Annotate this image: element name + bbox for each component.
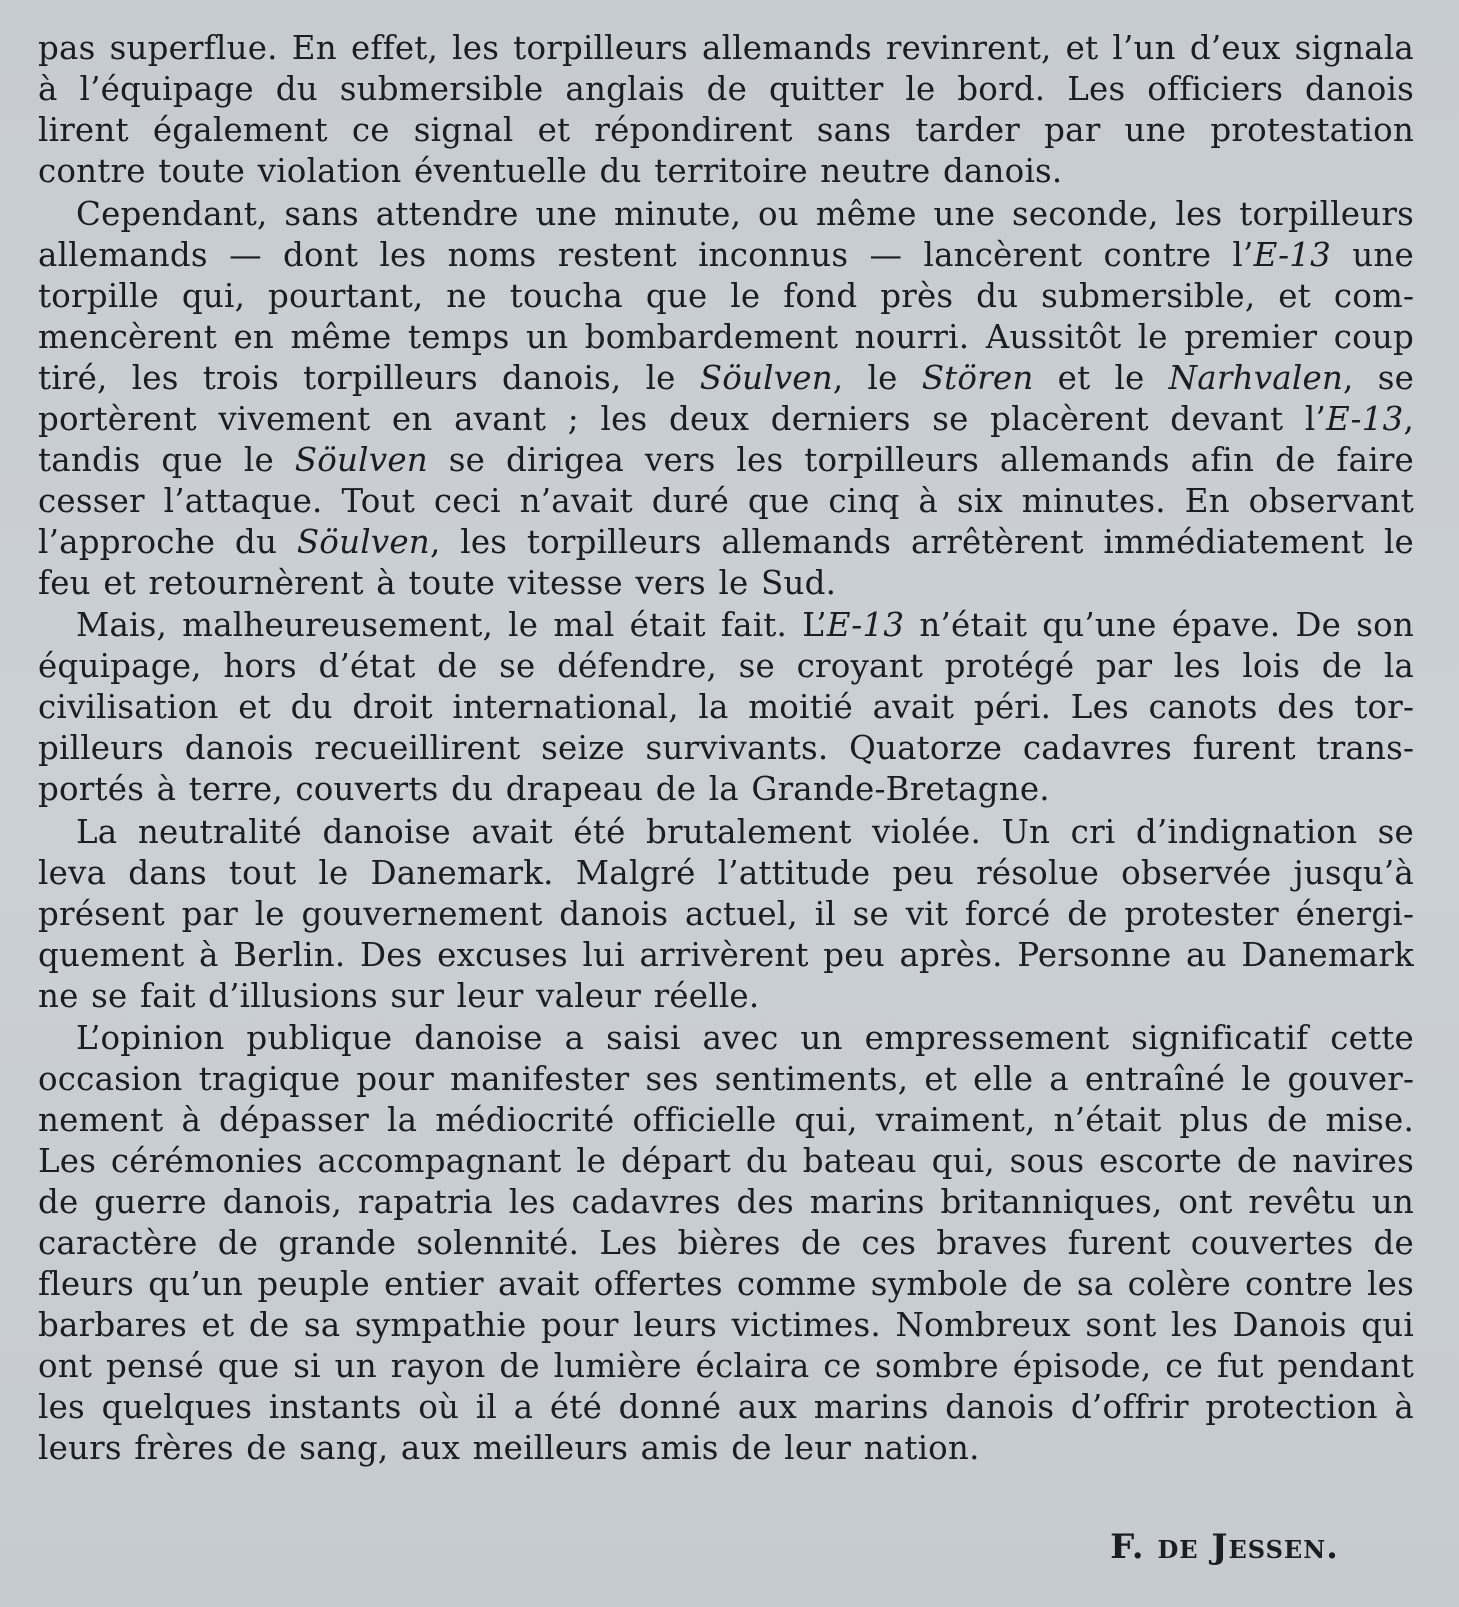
paragraph: L’opinion publique danoise a saisi avec un empressement significatif cette occasion tragique pour manifester ses sentiments, et elle a entraîné le gouvernement à dépasser la médiocrité officielle qui, vraiment, n’était plus de mise. Les cérémonies accompagnant le départ du bateau qui, sous escorte de navires de guerre danois, rapatria les cadavres des marins britanniques, ont revêtu un caractère de grande solennité. Les bières de ces braves furent couvertes de fleurs qu’un peuple entier avait offertes comme symbole de sa colère contre les barbares et de sa sympathie pour leurs victimes. Nombreux sont les Danois qui ont pensé que si un rayon de lumière éclaira ce sombre épisode, ce fut pendant les quelques instants où il a été donné aux marins danois d’offrir protection à leurs frères de sang, aux meilleurs amis de leur nation. — [38, 1019, 1414, 1467]
paragraph: La neutralité danoise avait été brutalement violée. Un cri d’indignation se leva dans tout le Danemark. Malgré l’attitude peu résolue observée jusqu’à présent par le gouvernement danois actuel, il se vit forcé de protester énergiquement à Berlin. Des excuses lui arrivèrent peu après. Personne au Danemark ne se fait d’illusions sur leur valeur réelle. — [38, 812, 1414, 1015]
paragraph: Cependant, sans attendre une minute, ou même une seconde, les torpilleurs allemands — dont les noms restent inconnus — lancèrent contre l’E-13 une torpille qui, pourtant, ne toucha que le fond près du submersible, et commencèrent en même temps un bombardement nourri. Aussitôt le premier coup tiré, les trois torpilleurs danois, le Söulven, le Stören et le Narhvalen, se portèrent vivement en avant ; les deux derniers se placèrent devant l’E-13, tandis que le Söulven se dirigea vers les torpilleurs allemands afin de faire cesser l’attaque. Tout ceci n’avait duré que cinq à six minutes. En observant l’approche du Söulven, les torpilleurs allemands arrêtèrent immédiatement le feu et retournèrent à toute vitesse vers le Sud. — [38, 194, 1415, 602]
paragraph: pas superflue. En effet, les torpilleurs allemands revinrent, et l’un d’eux signala à l’équipage du submersible anglais de quitter le bord. Les officiers danois lirent également ce signal et répondirent sans tarder par une protestation contre toute violation éventuelle du territoire neutre danois. — [38, 29, 1414, 190]
author-signature: F. de Jessen. — [1110, 1527, 1339, 1567]
paragraph: Mais, malheureusement, le mal était fait. L’E-13 n’était qu’une épave. De son équipage, hors d’état de se défendre, se croyant protégé par les lois de la civilisation et du droit international, la moitié avait péri. Les canots des torpilleurs danois recueillirent seize survivants. Quatorze cadavres furent transportés à terre, couverts du drapeau de la Grande-Bretagne. — [38, 606, 1415, 808]
article-body — [38, 28, 1414, 1469]
